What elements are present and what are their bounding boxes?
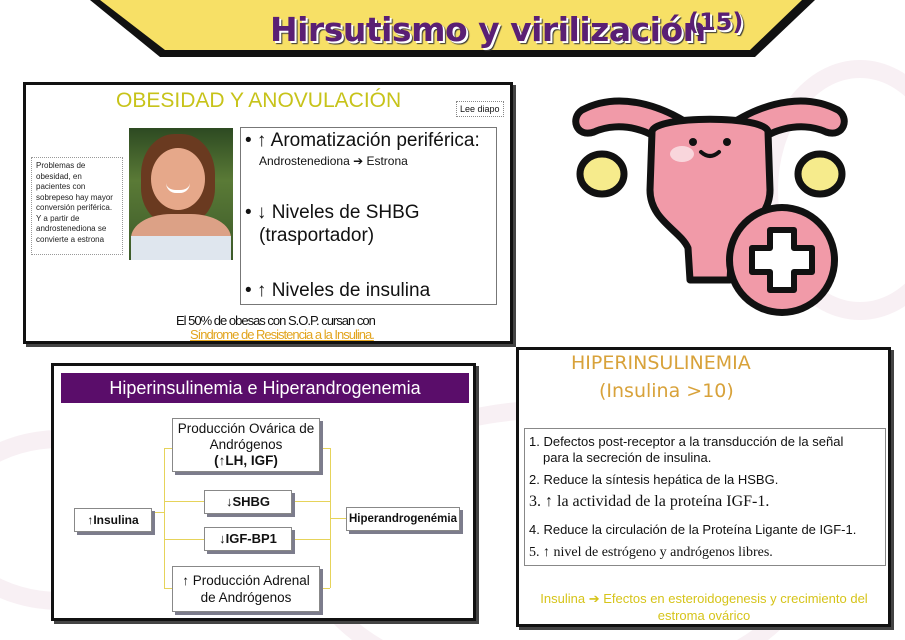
bullet-insulina: • ↑ Niveles de insulina [245,280,431,301]
bullets-box [240,127,497,305]
footer-text: El 50% de obesas con S.O.P. cursan con [176,313,375,328]
connector [320,448,330,449]
lee-diapo-note: Lee diapo [456,101,504,117]
slide-heading: OBESIDAD Y ANOVULACIÓN [116,89,402,112]
patient-photo [129,128,233,260]
node-hiperandrogenemia [346,507,460,531]
bullet-aromatizacion-sub: Androstenediona ➔ Estrona [259,154,408,168]
page-title: Hirsutismo y virilización [270,10,706,49]
bullet-shbg-sub: (trasportador) [259,225,375,246]
slide-hiperinsulinemia [516,347,891,627]
node-insulina-label: ↑Insulina [87,513,139,527]
connector [164,448,172,449]
slide-obesidad-anovulacion [23,82,513,344]
connector [164,588,172,589]
list-item: 5. ↑ nivel de estrógeno y andrógenos libres. [529,545,773,560]
bullet-aromatizacion: • ↑ Aromatización periférica: [245,130,480,151]
node-adrenal-line2: de Andrógenos [200,590,292,605]
slide-header: Hiperinsulinemia e Hiperandrogenemia [61,373,469,403]
side-note: Problemas de obesidad, en pacientes con sobrepeso hay mayor conversión periférica. Y a partir de androstenediona se convierte a estrona [31,157,123,255]
plus-badge-icon [726,204,838,316]
list-item: 4. Reduce la circulación de la Proteína Ligante de IGF-1. [529,522,857,537]
connector [292,539,330,540]
slide-hiperinsulinemia-hiperandrogenemia [51,363,476,621]
list-item: 1. Defectos post-receptor a la transducción de la señal [529,434,844,449]
connector [164,501,204,502]
connector [330,518,346,519]
list-item: 3. ↑ la actividad de la proteína IGF-1. [529,493,770,510]
node-shbg-label: ↓SHBG [225,494,271,509]
node-hiperandrogenemia-label: Hiperandrogenémia [349,513,457,525]
slide-title: HIPERINSULINEMIA [571,352,751,374]
node-igfbp1-label: ↓IGF-BP1 [219,531,277,546]
slide-subtitle: (Insulina >10) [599,380,734,402]
node-shbg [204,490,292,514]
page-number: (15) [688,8,744,36]
connector [292,501,330,502]
connector [164,539,204,540]
connector [164,448,165,588]
uterus-icon [560,80,860,340]
node-ovarica-line2: Andrógenos [209,437,283,452]
footer-link: Síndrome de Resistencia a la Insulina. [190,327,374,342]
node-insulina [74,508,152,532]
list-item: 2. Reduce la síntesis hepática de la HSBG. [529,472,779,487]
connector [320,588,330,589]
slide-footer-line1: Insulina ➔ Efectos en esteroidogenesis y crecimiento del [540,591,868,606]
node-produccion-ovarica [172,418,320,472]
node-ovarica-line1: Producción Ovárica de [177,421,315,436]
connector [150,512,164,513]
slide-footer [519,590,889,624]
list-item: para la secreción de insulina. [543,450,712,465]
node-igfbp1 [204,527,292,551]
node-adrenal-line1: ↑ Producción Adrenal [182,573,310,588]
bullet-shbg: • ↓ Niveles de SHBG [245,202,420,223]
slide-footer-line2: estroma ovárico [657,608,751,623]
node-produccion-adrenal [172,566,320,612]
effects-list [524,428,886,566]
node-ovarica-line3: (↑LH, IGF) [214,453,278,468]
